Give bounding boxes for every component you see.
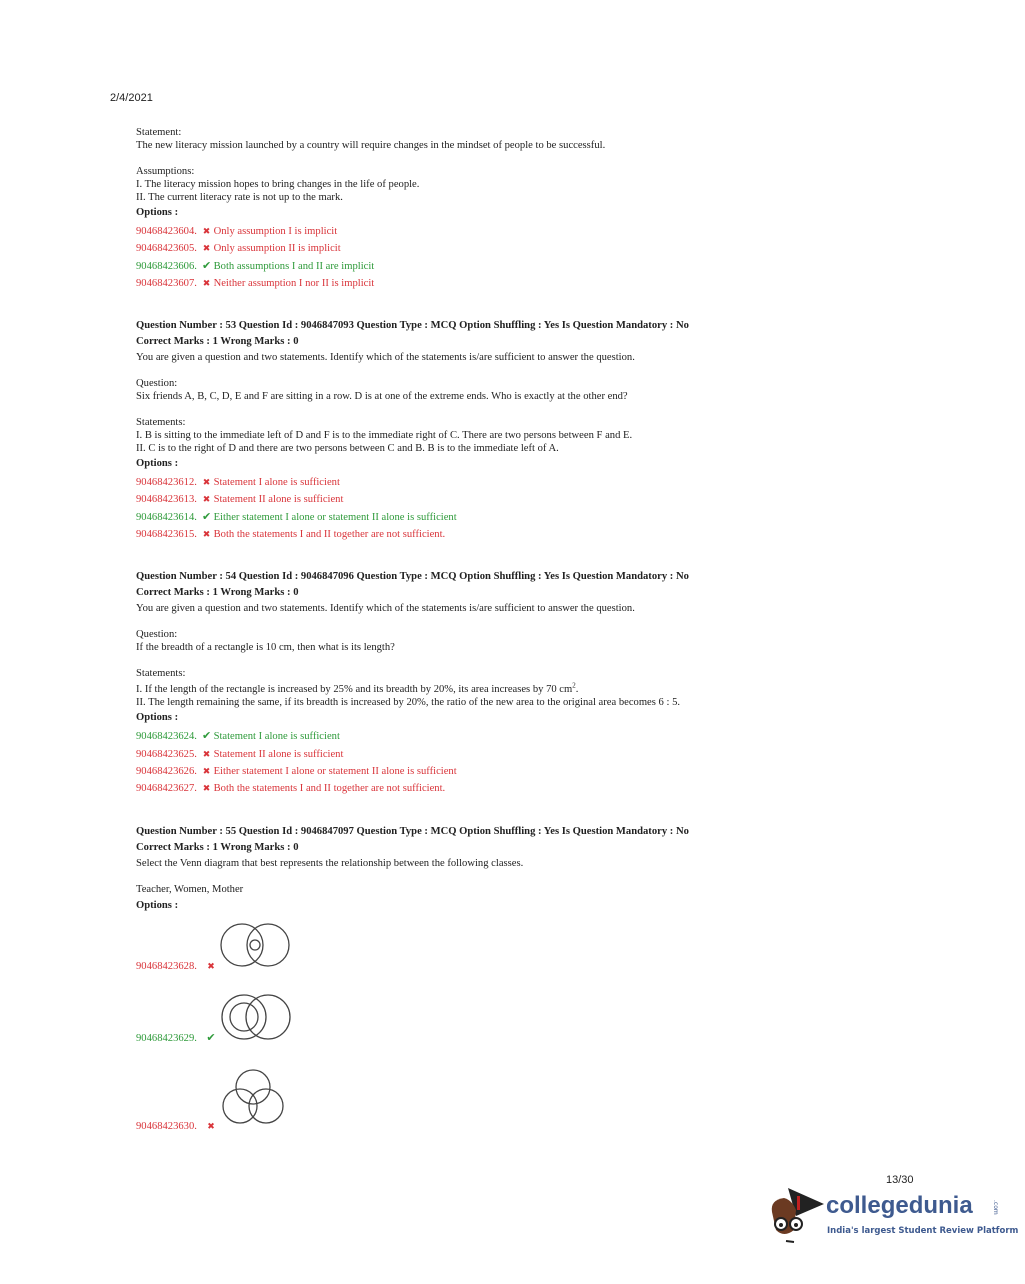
- option-item: [136, 258, 856, 275]
- option-id: 90468423626.: [136, 765, 197, 777]
- assumption-1: I. The literacy mission hopes to bring changes in the life of people.: [136, 179, 420, 190]
- check-icon: ✔: [206, 1031, 216, 1044]
- question-marks: Correct Marks : 1 Wrong Marks : 0: [136, 336, 299, 348]
- option-text: Both assumptions I and II are implicit: [213, 260, 375, 272]
- question-instruction: You are given a question and two statements. Identify which of the statements is/are sufficient to answer the question.: [136, 603, 635, 615]
- page-number: 13/30: [886, 1174, 914, 1186]
- question-label: Question:: [136, 378, 178, 390]
- option-id: 90468423613.: [136, 494, 197, 506]
- mascot-icon: [766, 1182, 826, 1244]
- statement-2: II. C is to the right of D and there are two persons between C and B. B is to the immediate left of A.: [136, 443, 559, 455]
- question-paper: [136, 126, 856, 1144]
- option-id: 90468423625.: [136, 748, 197, 760]
- question-55: [136, 825, 856, 1144]
- option-item: [136, 275, 856, 292]
- options-label: Options :: [136, 899, 179, 911]
- logo-tagline: India's largest Student Review Platform: [827, 1226, 1019, 1236]
- option-item: [136, 746, 856, 763]
- option-text: Only assumption I is implicit: [213, 226, 338, 237]
- question-52: [136, 126, 856, 292]
- option-text: Both the statements I and II together are not sufficient.: [213, 529, 446, 541]
- cross-icon: ✖: [202, 748, 211, 759]
- option-text: Either statement I alone or statement II alone is sufficient: [213, 765, 457, 777]
- cross-icon: ✖: [207, 960, 215, 971]
- venn-option-2: [136, 990, 856, 1064]
- option-id: 90468423606.: [136, 260, 197, 272]
- option-item: [136, 780, 856, 797]
- cross-icon: ✖: [202, 277, 211, 288]
- check-icon: ✔: [201, 730, 212, 743]
- option-id: 90468423604.: [136, 226, 197, 237]
- check-icon: ✔: [201, 259, 212, 272]
- question-header: Question Number : 53 Question Id : 9046847093 Question Type : MCQ Option Shuffling : Yes Is Question Mandatory : No: [136, 320, 689, 332]
- statement-label: Statement:: [136, 127, 182, 138]
- option-text: Neither assumption I nor II is implicit: [213, 277, 375, 289]
- venn-option-3: [136, 1064, 856, 1144]
- question-label: Question:: [136, 629, 178, 641]
- statements-label: Statements:: [136, 417, 186, 429]
- check-icon: ✔: [201, 510, 212, 523]
- option-id: 90468423612.: [136, 477, 197, 489]
- option-item: [136, 509, 856, 526]
- cross-icon: ✖: [202, 494, 211, 505]
- option-text: Either statement I alone or statement II alone is sufficient: [213, 511, 457, 523]
- question-instruction: Select the Venn diagram that best represents the relationship between the following classes.: [136, 857, 524, 869]
- statement-1: [136, 683, 856, 696]
- statement-1-end: .: [575, 684, 579, 696]
- option-id: 90468423607.: [136, 277, 197, 289]
- cross-icon: ✖: [202, 783, 211, 794]
- venn-option-1: [136, 916, 856, 990]
- option-item: [136, 526, 856, 543]
- options-label: Options :: [136, 207, 179, 218]
- question-header: Question Number : 54 Question Id : 9046847096 Question Type : MCQ Option Shuffling : Yes Is Question Mandatory : No: [136, 571, 689, 583]
- logo-com: .com: [992, 1200, 999, 1215]
- options-list: [136, 474, 856, 543]
- option-text: Both the statements I and II together are not sufficient.: [213, 783, 446, 795]
- statement-text: The new literacy mission launched by a country will require changes in the mindset of people to be successful.: [136, 140, 606, 151]
- question-text: If the breadth of a rectangle is 10 cm, then what is its length?: [136, 642, 395, 654]
- classes-text: Teacher, Women, Mother: [136, 883, 244, 895]
- options-list: [136, 223, 856, 292]
- options-label: Options :: [136, 712, 179, 724]
- option-id: 90468423624.: [136, 731, 197, 743]
- cross-icon: ✖: [202, 529, 211, 540]
- venn-diagram-nested-intersection: [220, 918, 294, 974]
- option-id: 90468423615.: [136, 529, 197, 541]
- option-id: 90468423605.: [136, 243, 197, 255]
- statement-1: I. B is sitting to the immediate left of D and F is to the immediate right of C. There are two persons between F and E.: [136, 430, 633, 442]
- cross-icon: ✖: [207, 1120, 215, 1131]
- question-marks: Correct Marks : 1 Wrong Marks : 0: [136, 587, 299, 599]
- options-label: Options :: [136, 458, 179, 470]
- option-id: 90468423630.: [136, 1120, 197, 1132]
- option-id: 90468423614.: [136, 511, 197, 523]
- assumption-2: II. The current literacy rate is not up to the mark.: [136, 192, 343, 203]
- cross-icon: ✖: [202, 765, 211, 776]
- question-header: Question Number : 55 Question Id : 9046847097 Question Type : MCQ Option Shuffling : Yes Is Question Mandatory : No: [136, 825, 689, 837]
- statement-2: II. The length remaining the same, if its breadth is increased by 20%, the ratio of the new area to the original area becomes 6 : 5.: [136, 697, 681, 709]
- collegedunia-logo: [766, 1186, 1019, 1248]
- option-id: 90468423629.: [136, 1032, 197, 1044]
- statements-label: Statements:: [136, 668, 186, 680]
- option-text: Only assumption II is implicit: [213, 243, 341, 255]
- option-text: Statement II alone is sufficient: [213, 748, 344, 760]
- option-item: [136, 474, 856, 491]
- option-item: [136, 763, 856, 780]
- question-instruction: You are given a question and two statements. Identify which of the statements is/are sufficient to answer the question.: [136, 352, 635, 364]
- assumptions-label: Assumptions:: [136, 166, 195, 177]
- option-item: [136, 491, 856, 508]
- question-marks: Correct Marks : 1 Wrong Marks : 0: [136, 841, 299, 853]
- option-text: Statement I alone is sufficient: [213, 477, 340, 489]
- cross-icon: ✖: [202, 477, 211, 488]
- question-text: Six friends A, B, C, D, E and F are sitting in a row. D is at one of the extreme ends. Who is exactly at the other end?: [136, 391, 628, 403]
- option-item: [136, 223, 856, 240]
- print-date: 2/4/2021: [110, 92, 153, 104]
- option-text: Statement II alone is sufficient: [213, 494, 344, 506]
- statement-1-text: I. If the length of the rectangle is increased by 25% and its breadth by 20%, its area increases by 70 cm: [136, 684, 573, 696]
- superscript: 2: [572, 681, 576, 690]
- question-53: [136, 319, 856, 543]
- venn-diagram-nested-overlap: [220, 990, 294, 1046]
- option-item: [136, 728, 856, 745]
- venn-diagram-three-overlap: [220, 1068, 294, 1130]
- option-id: 90468423627.: [136, 783, 197, 795]
- option-id: 90468423628.: [136, 960, 197, 972]
- option-item: [136, 240, 856, 257]
- logo-wordmark: collegedunia: [826, 1192, 973, 1219]
- cross-icon: ✖: [202, 226, 211, 236]
- option-text: Statement I alone is sufficient: [213, 731, 340, 743]
- options-list: [136, 728, 856, 797]
- cross-icon: ✖: [202, 243, 211, 254]
- question-54: [136, 570, 856, 797]
